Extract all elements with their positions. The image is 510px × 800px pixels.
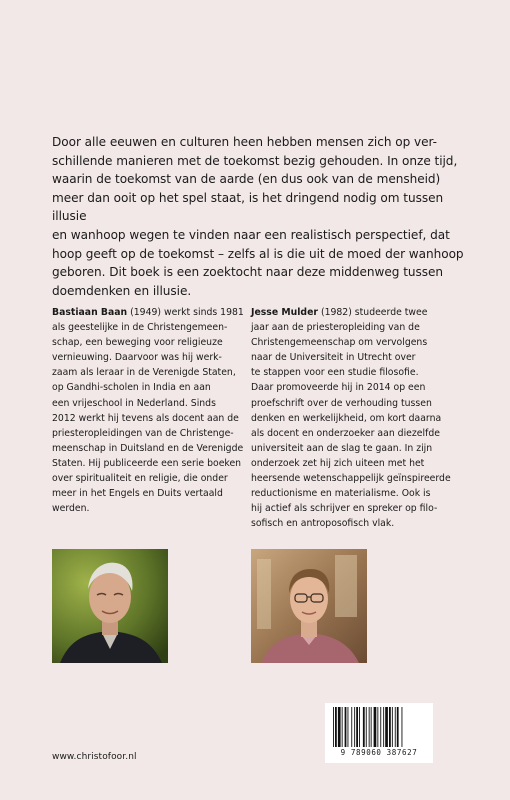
bio-line: naar de Universiteit in Utrecht over xyxy=(251,352,416,364)
bio-line: schap, een beweging voor religieuze xyxy=(52,337,223,349)
bio-line: meer in het Engels en Duits vertaald xyxy=(52,488,223,500)
barcode-bar xyxy=(348,707,349,747)
barcode-bar xyxy=(333,707,334,747)
bio-line: onderzoek zet hij zich uiteen met het xyxy=(251,457,425,469)
publisher-url: www.christofoor.nl xyxy=(52,752,137,762)
author-name: Jesse Mulder xyxy=(251,307,318,318)
barcode-bar xyxy=(374,707,377,747)
barcode-bar xyxy=(389,707,391,747)
author-bio-bastiaan-baan xyxy=(52,305,257,516)
bio-line: een vrijeschool in Nederland. Sinds xyxy=(52,397,216,409)
bio-line: zaam als leraar in de Verenigde Staten, xyxy=(52,367,236,379)
barcode-bar xyxy=(338,707,341,747)
barcode-bar xyxy=(392,707,393,747)
bio-line: heersende wetenschappelijk geïnspireerde xyxy=(251,473,451,485)
bio-line: proefschrift over de verhouding tussen xyxy=(251,397,432,409)
bio-line: over spiritualiteit en religie, die onder xyxy=(52,473,228,485)
author-photo-jesse-mulder xyxy=(251,549,367,663)
barcode-bar xyxy=(402,707,403,747)
barcode-bar xyxy=(335,707,337,747)
bio-line: universiteit aan de slag te gaan. In zijn xyxy=(251,442,433,454)
bio-line: hij actief als schrijver en spreker op filo- xyxy=(251,503,438,515)
bio-line: jaar aan de priesteropleiding van de xyxy=(251,322,420,334)
barcode-bar xyxy=(342,707,343,747)
blurb-line: schillende manieren met de toekomst bezig gehouden. In onze tijd, xyxy=(52,153,458,168)
blurb-line: doemdenken en illusie. xyxy=(52,283,192,298)
barcode-bar xyxy=(351,707,352,747)
barcode-bar xyxy=(366,707,367,747)
barcode-bars xyxy=(331,707,427,747)
barcode-bar xyxy=(371,707,372,747)
bio-line: 2012 werkt hij tevens als docent aan de xyxy=(52,412,239,424)
isbn-barcode xyxy=(325,703,433,763)
barcode-bar xyxy=(363,707,365,747)
blurb-line: en wanhoop wegen te vinden naar een realistisch perspectief, dat xyxy=(52,227,450,242)
barcode-bar xyxy=(380,707,381,747)
blurb-line: Door alle eeuwen en culturen heen hebben mensen zich op ver- xyxy=(52,135,437,149)
author-photo-bastiaan-baan xyxy=(52,549,168,663)
barcode-bar xyxy=(354,707,355,747)
back-cover-blurb xyxy=(52,133,472,300)
bio-line: Christengemeenschap om vervolgens xyxy=(251,337,428,349)
bio-line: sofisch en antroposofisch vlak. xyxy=(251,518,395,530)
blurb-line: waarin de toekomst van de aarde (en dus ook van de mensheid) xyxy=(52,172,441,187)
author-name: Bastiaan Baan xyxy=(52,307,128,318)
bio-line: Daar promoveerde hij in 2014 op een xyxy=(251,382,426,394)
bio-line: meenschap in Duitsland en de Verenigde xyxy=(52,442,244,454)
barcode-bar xyxy=(385,707,388,747)
bio-line: priesteropleidingen van de Christenge- xyxy=(52,427,234,439)
bio-line: Staten. Hij publiceerde een serie boeken xyxy=(52,457,242,469)
barcode-bar xyxy=(377,707,378,747)
blurb-line: hoop geeft op de toekomst – zelfs al is die uit de moed der wanhoop xyxy=(52,246,464,261)
bio-line: als docent en onderzoeker aan diezelfde xyxy=(251,427,440,439)
bio-line: (1949) werkt sinds 1981 xyxy=(127,307,244,318)
bio-line: reductionisme en materialisme. Ook is xyxy=(251,488,431,500)
barcode-bar xyxy=(359,707,360,747)
bio-line: werden. xyxy=(52,503,90,515)
barcode-bar xyxy=(397,707,399,747)
barcode-bar xyxy=(356,707,358,747)
bio-line: te stappen voor een studie filosofie. xyxy=(251,367,419,379)
author-bio-jesse-mulder xyxy=(251,305,456,531)
bio-line: denken en werkelijkheid, om kort daarna xyxy=(251,412,442,424)
barcode-bar xyxy=(383,707,384,747)
bio-line: als geestelijke in de Christengemeen- xyxy=(52,322,228,334)
isbn-number: 9 789060 387627 xyxy=(340,748,418,757)
bio-line: (1982) studeerde twee xyxy=(317,307,428,318)
barcode-bar xyxy=(345,707,347,747)
blurb-line: geboren. Dit boek is een zoektocht naar deze middenweg tussen xyxy=(52,265,444,280)
bio-line: op Gandhi-scholen in India en aan xyxy=(52,382,211,394)
barcode-bar xyxy=(395,707,396,747)
bio-line: vernieuwing. Daarvoor was hij werk- xyxy=(52,352,222,364)
blurb-line: meer dan ooit op het spel staat, is het dringend nodig om tussen illusie xyxy=(52,190,444,224)
barcode-bar xyxy=(369,707,370,747)
